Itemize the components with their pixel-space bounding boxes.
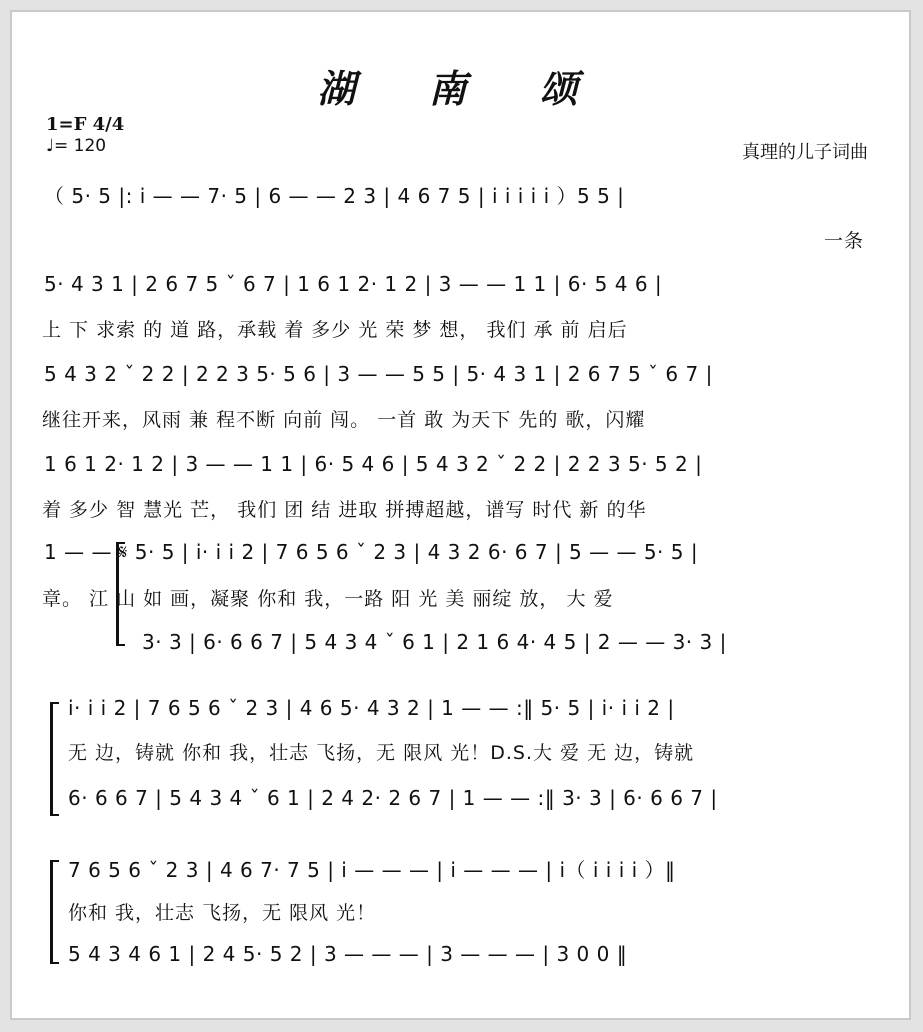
system-2-notes: 5· 4 3 1 | 2 6 7 5 ˇ 6 7 | 1 6 1 2· 1 2 | 3 — — 1 1 | 6· 5 4 6 | xyxy=(44,272,663,296)
score-sheet xyxy=(10,10,911,1020)
score-title: 湖 南 颂 xyxy=(317,66,608,111)
system-7-lyrics: 你和 我，壮志 飞扬，无 限风 光！ xyxy=(68,902,377,924)
system-3-lyrics: 继往开来，风雨 兼 程不断 向前 闯。 一首 敢 为天下 先的 歌，闪耀 xyxy=(42,409,646,431)
composer-credit: 真理的儿子词曲 xyxy=(742,142,868,163)
system-4-notes: 1 6 1 2· 1 2 | 3 — — 1 1 | 6· 5 4 6 | 5 4 3 2 ˇ 2 2 | 2 2 3 5· 5 2 | xyxy=(44,452,703,476)
system-5-notes: 1 — — 𝄋 5· 5 | i· i i 2 | 7 6 5 6 ˇ 2 3 | 4 3 2 6· 6 7 | 5 — — 5· 5 | xyxy=(44,540,699,564)
system-1-lyrics: 一条 xyxy=(824,230,865,252)
system-6-bracket xyxy=(50,702,59,816)
system-7-bracket xyxy=(50,860,59,964)
system-6-lyrics: 无 边，铸就 你和 我，壮志 飞扬，无 限风 光！D.S.大 爱 无 边，铸就 xyxy=(68,742,695,764)
system-5-lower-voice: 3· 3 | 6· 6 6 7 | 5 4 3 4 ˇ 6 1 | 2 1 6 4· 4 5 | 2 — — 3· 3 | xyxy=(142,630,727,654)
system-5-lyrics: 章。 江 山 如 画，凝聚 你和 我，一路 阳 光 美 丽绽 放， 大 爱 xyxy=(42,588,614,610)
system-3-notes: 5 4 3 2 ˇ 2 2 | 2 2 3 5· 5 6 | 3 — — 5 5 | 5· 4 3 1 | 2 6 7 5 ˇ 6 7 | xyxy=(44,362,713,386)
system-2-lyrics: 上 下 求索 的 道 路，承载 着 多少 光 荣 梦 想， 我们 承 前 启后 xyxy=(42,319,628,341)
tempo-marking: ♩= 120 xyxy=(46,136,107,156)
system-1-notes: （ 5· 5 |: i — — 7· 5 | 6 — — 2 3 | 4 6 7 5 | i i i i i ）5 5 | xyxy=(44,184,625,208)
system-6-lower-voice: 6· 6 6 7 | 5 4 3 4 ˇ 6 1 | 2 4 2· 2 6 7 | 1 — — :‖ 3· 3 | 6· 6 6 7 | xyxy=(68,786,718,810)
system-7-notes: 7 6 5 6 ˇ 2 3 | 4 6 7· 7 5 | i — — — | i — — — | i（ i i i i ）‖ xyxy=(68,858,676,882)
system-6-notes: i· i i 2 | 7 6 5 6 ˇ 2 3 | 4 6 5· 4 3 2 | 1 — — :‖ 5· 5 | i· i i 2 | xyxy=(68,696,675,720)
system-4-lyrics: 着 多少 智 慧光 芒， 我们 团 结 进取 拼搏超越，谱写 时代 新 的华 xyxy=(42,499,647,521)
key-signature: 1=F 4/4 xyxy=(46,114,125,135)
system-7-lower-voice: 5 4 3 4 6 1 | 2 4 5· 5 2 | 3 — — — | 3 — — — | 3 0 0 ‖ xyxy=(68,942,628,966)
